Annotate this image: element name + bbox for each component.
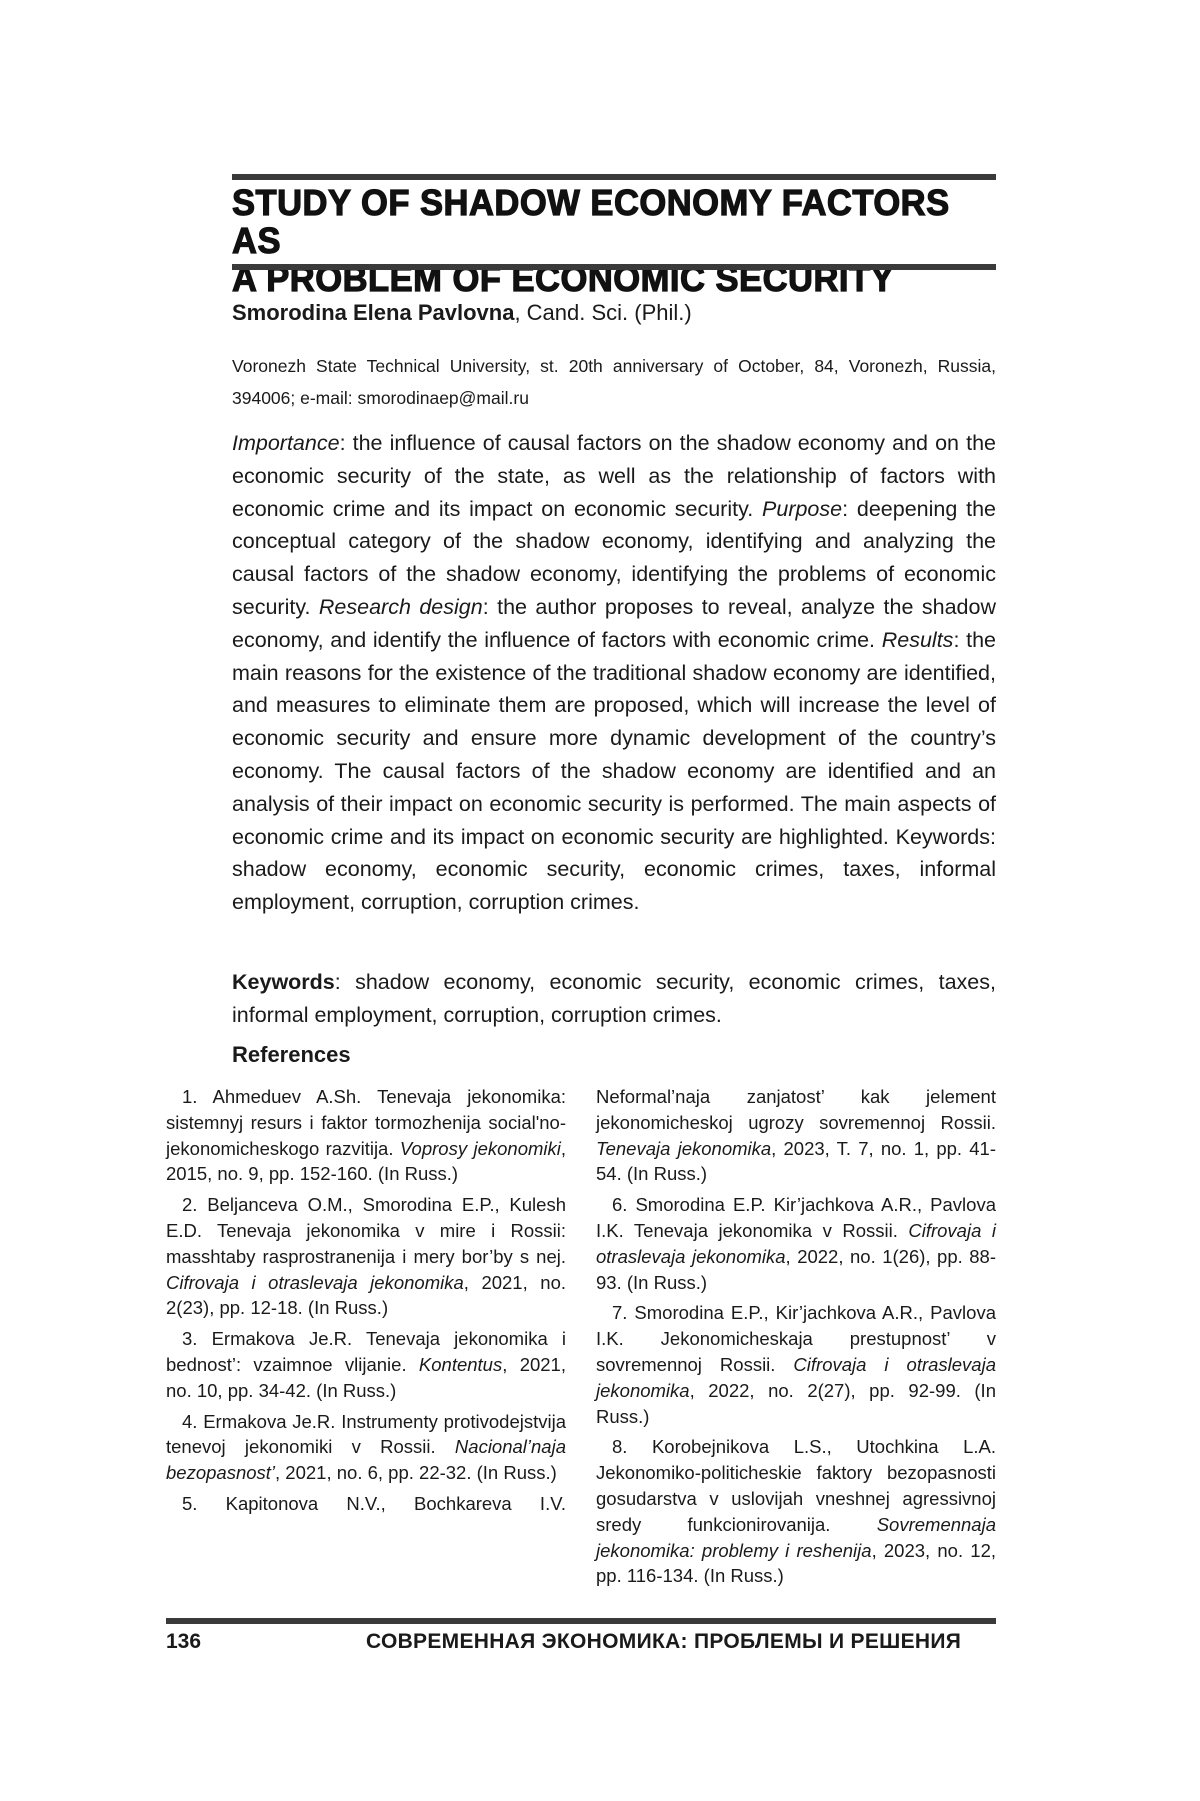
affiliation: Voronezh State Technical University, st. 20th anniversary of October, 84, Voronezh, Russia, 394006; e-mail: smorodinaep@mail.ru bbox=[232, 350, 996, 414]
text-segment: Neformal’naja zanjatost’ kak jelement jekonomicheskoj ugrozy sovremennoj Rossii. bbox=[596, 1086, 996, 1133]
text-segment: , 2021, no. 6, pp. 22-32. (In Russ.) bbox=[275, 1462, 557, 1483]
footer-rule bbox=[166, 1618, 996, 1624]
author-name: Smorodina Elena Pavlovna bbox=[232, 300, 514, 325]
keywords-label: Keywords bbox=[232, 970, 335, 994]
abstract-text: : the author proposes to reveal, analyze the shadow economy, and identify the influence of factors with economic crime. bbox=[232, 595, 996, 652]
text-segment: , 2021, no. 2(23), pp. 12-18. (In Russ.) bbox=[166, 1272, 566, 1319]
text-segment: 3. Ermakova Je.R. Tenevaja jekonomika i bednost’: vzaimnoe vlijanie. bbox=[166, 1328, 566, 1375]
references-column-left bbox=[166, 1084, 566, 1522]
author-degree: , Cand. Sci. (Phil.) bbox=[514, 300, 691, 325]
keywords bbox=[232, 966, 996, 1032]
text-segment: Sovremennaja jekonomika: problemy i reshenija bbox=[596, 1514, 996, 1561]
reference-item bbox=[166, 1326, 566, 1403]
title-line-2: A PROBLEM OF ECONOMIC SECURITY bbox=[232, 260, 971, 298]
reference-item bbox=[166, 1192, 566, 1321]
abstract-label: Results bbox=[882, 628, 954, 652]
text-segment: 6. Smorodina E.P. Kir’jachkova A.R., Pavlova I.K. Tenevaja jekonomika v Rossii. bbox=[596, 1194, 996, 1241]
reference-item bbox=[596, 1192, 996, 1295]
text-segment: Tenevaja jekonomika bbox=[596, 1138, 771, 1159]
keywords-text: : shadow economy, economic security, economic crimes, taxes, informal employment, corruption, corruption crimes. bbox=[232, 970, 996, 1027]
text-segment: , 2023, no. 12, pp. 116-134. (In Russ.) bbox=[596, 1540, 996, 1587]
title-line-1: STUDY OF SHADOW ECONOMY FACTORS AS bbox=[232, 184, 971, 260]
references-heading: References bbox=[232, 1042, 351, 1068]
references-column-right bbox=[596, 1084, 996, 1594]
text-segment: 5. Kapitonova N.V., Bochkareva I.V. bbox=[182, 1493, 566, 1514]
abstract-text: : deepening the conceptual category of the shadow economy, identifying and analyzing the causal factors of the shadow economy, identifying the problems of economic security. bbox=[232, 497, 996, 619]
abstract-label: Research design bbox=[319, 595, 483, 619]
article-title bbox=[232, 184, 971, 298]
reference-item bbox=[166, 1084, 566, 1187]
title-top-rule bbox=[232, 174, 996, 180]
reference-item bbox=[166, 1409, 566, 1486]
reference-item bbox=[166, 1491, 566, 1517]
title-bottom-rule bbox=[232, 264, 996, 270]
text-segment: , 2023, T. 7, no. 1, pp. 41-54. (In Russ.) bbox=[596, 1138, 996, 1185]
text-segment: , 2021, no. 10, pp. 34-42. (In Russ.) bbox=[166, 1354, 566, 1401]
text-segment: Cifrovaja i otraslevaja jekonomika bbox=[166, 1272, 464, 1293]
text-segment: 8. Korobejnikova L.S., Utochkina L.A. Jekonomiko-politicheskie faktory bezopasnosti gosudarstva v uslovijah vneshnej agressivnoj sredy funkcionirovanija. bbox=[596, 1436, 996, 1534]
reference-item bbox=[596, 1300, 996, 1429]
page-number: 136 bbox=[166, 1630, 201, 1654]
text-segment: Voprosy jekonomiki bbox=[400, 1138, 561, 1159]
text-segment: 4. Ermakova Je.R. Instrumenty protivodejstvija tenevoj jekonomiki v Rossii. bbox=[166, 1411, 566, 1458]
text-segment: 7. Smorodina E.P., Kir’jachkova A.R., Pavlova I.K. Jekonomicheskaja prestupnost’ v sovremennoj Rossii. bbox=[596, 1302, 996, 1375]
text-segment: 2. Beljanceva O.M., Smorodina E.P., Kulesh E.D. Tenevaja jekonomika v mire i Rossii: masshtaby rasprostranenija i mery bor’by s nej. bbox=[166, 1194, 566, 1267]
text-segment: 1. Ahmeduev A.Sh. Tenevaja jekonomika: sistemnyj resurs i faktor tormozhenija social'no-jekonomicheskogo razvitija. bbox=[166, 1086, 566, 1159]
abstract bbox=[232, 427, 996, 919]
text-segment: Cifrovaja i otraslevaja jekonomika bbox=[596, 1354, 996, 1401]
abstract-text: : the main reasons for the existence of the traditional shadow economy are identified, and measures to eliminate them are proposed, which will increase the level of economic security and ensure more dynamic development of the country’s economy. The causal factors of the shadow economy are identified and an analysis of their impact on economic security is performed. The main aspects of economic crime and its impact on economic security are highlighted. Keywords: shadow economy, economic security, economic crimes, taxes, informal employment, corruption, corruption crimes. bbox=[232, 628, 996, 914]
abstract-label: Importance bbox=[232, 431, 340, 455]
reference-item bbox=[596, 1434, 996, 1589]
reference-item-continued bbox=[596, 1084, 996, 1187]
text-segment: Kontentus bbox=[419, 1354, 502, 1375]
abstract-label: Purpose bbox=[762, 497, 842, 521]
text-segment: , 2022, no. 2(27), pp. 92-99. (In Russ.) bbox=[596, 1380, 996, 1427]
text-segment: , 2022, no. 1(26), pp. 88-93. (In Russ.) bbox=[596, 1246, 996, 1293]
abstract-text: : the influence of causal factors on the shadow economy and on the economic security of the state, as well as the relationship of factors with economic crime and its impact on economic security. bbox=[232, 431, 996, 521]
text-segment: , 2015, no. 9, pp. 152-160. (In Russ.) bbox=[166, 1138, 566, 1185]
journal-name: СОВРЕМЕННАЯ ЭКОНОМИКА: ПРОБЛЕМЫ И РЕШЕНИЯ bbox=[366, 1630, 961, 1654]
author-line bbox=[232, 300, 692, 326]
text-segment: Cifrovaja i otraslevaja jekonomika bbox=[596, 1220, 996, 1267]
text-segment: Nacional’naja bezopasnost’ bbox=[166, 1436, 566, 1483]
